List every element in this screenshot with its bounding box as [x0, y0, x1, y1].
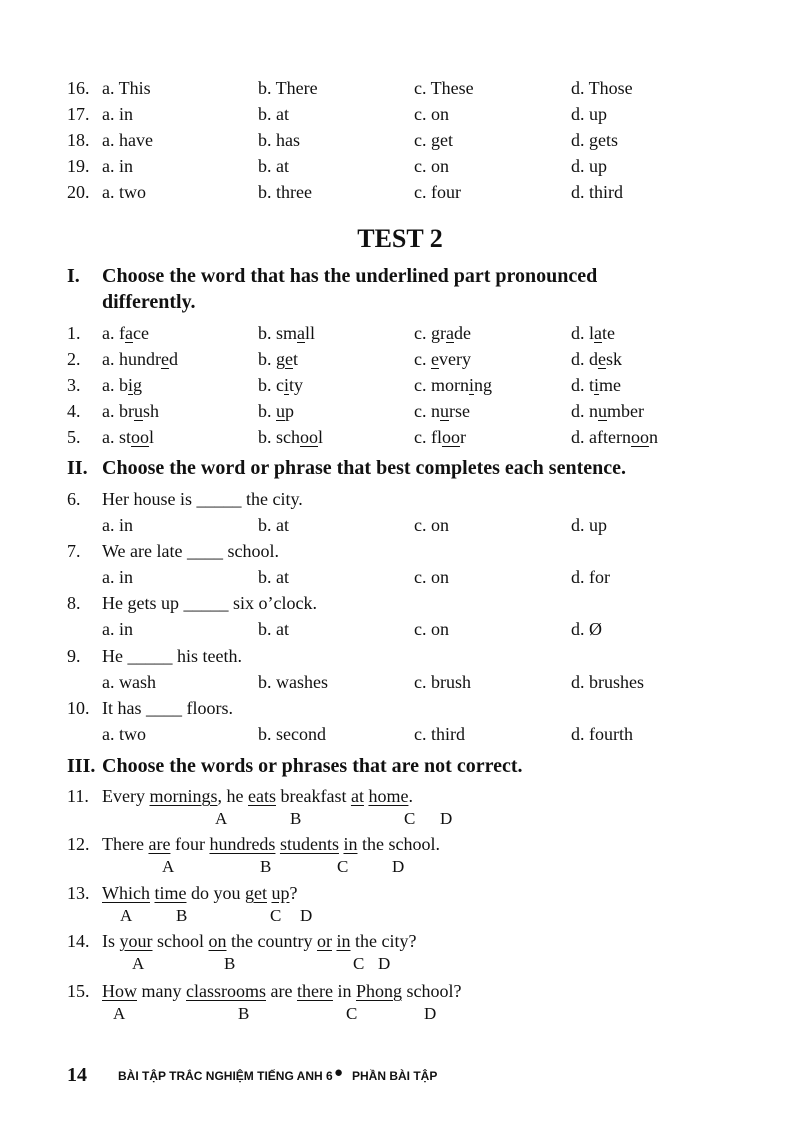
- option-suffix: ng: [474, 375, 492, 395]
- sentence-text: four: [170, 834, 210, 854]
- question-row: [0, 424, 800, 450]
- option-a: a. wash: [102, 672, 156, 692]
- sentence-text: many: [137, 981, 186, 1001]
- underlined-phrase: Which: [102, 883, 150, 903]
- option-a: [102, 320, 149, 346]
- question-number: 4.: [67, 401, 81, 421]
- sentence-text: in: [332, 981, 356, 1001]
- section-title-line1: Choose the word that has the underlined part pronounced: [102, 265, 598, 287]
- question-row: [0, 783, 800, 809]
- option-c: c. on: [414, 156, 449, 176]
- sentence-text: There: [102, 834, 149, 854]
- underlined-phrase: Phong: [355, 981, 402, 1001]
- option-b: b. at: [258, 104, 289, 124]
- question-stem: [0, 695, 800, 721]
- option-suffix: t: [293, 349, 299, 369]
- sentence-text: Every: [102, 786, 150, 806]
- option-b: [258, 320, 315, 346]
- option-suffix: p: [285, 401, 294, 421]
- section-title-line2: differently.: [102, 291, 196, 313]
- options-row: [0, 616, 800, 642]
- option-a: [102, 346, 178, 372]
- answer-letter-d: D: [300, 906, 313, 925]
- option-prefix: d. d: [571, 349, 598, 369]
- underlined-phrase: in: [343, 834, 358, 854]
- book-title: BÀI TẬP TRẮC NGHIỆM TIẾNG ANH 6: [118, 1069, 333, 1083]
- option-b: b. washes: [258, 672, 328, 692]
- option-b: [258, 424, 323, 450]
- question-row: [0, 75, 800, 101]
- sentence-text: the country: [226, 931, 317, 951]
- option-b: [258, 372, 303, 398]
- answer-letter-c: C: [346, 1004, 358, 1023]
- option-d: d. Ø: [571, 619, 602, 639]
- underlined-phrase: classrooms: [186, 981, 266, 1001]
- option-d: d. Those: [571, 78, 633, 98]
- option-suffix: d: [168, 349, 178, 369]
- option-c: c. on: [414, 104, 449, 124]
- option-suffix: r: [459, 427, 466, 447]
- underlined-part: oo: [300, 427, 318, 447]
- option-suffix: mber: [607, 401, 644, 421]
- answer-letter-d: D: [392, 857, 405, 876]
- question-number: 1.: [67, 323, 81, 343]
- underlined-part: a: [124, 323, 133, 343]
- option-prefix: d. t: [571, 375, 595, 395]
- option-suffix: te: [602, 323, 616, 343]
- question-stem: [0, 486, 800, 512]
- question-text: [102, 928, 416, 954]
- underlined-part: a: [297, 323, 306, 343]
- answer-letter-b: B: [290, 809, 302, 828]
- option-suffix: very: [439, 349, 471, 369]
- option-d: d. up: [571, 515, 607, 535]
- option-a: a. have: [102, 130, 153, 150]
- sentence-text: ?: [289, 883, 298, 903]
- underlined-part: oo: [131, 427, 149, 447]
- option-prefix: c. morn: [414, 375, 469, 395]
- underlined-phrase: eats: [248, 786, 276, 806]
- option-d: d. for: [571, 567, 610, 587]
- option-b: b. at: [258, 515, 289, 535]
- sentence-text: , he: [217, 786, 248, 806]
- option-suffix: me: [599, 375, 622, 395]
- answer-letters: [0, 1003, 800, 1025]
- option-c: c. on: [414, 515, 449, 535]
- option-prefix: d. n: [571, 401, 598, 421]
- option-suffix: g: [133, 375, 143, 395]
- page-footer: [0, 1064, 800, 1090]
- question-stem: [0, 590, 800, 616]
- option-c: c. get: [414, 130, 453, 150]
- option-b: b. at: [258, 619, 289, 639]
- option-prefix: d. l: [571, 323, 595, 343]
- option-a: [102, 372, 142, 398]
- underlined-part: a: [445, 323, 454, 343]
- option-c: c. on: [414, 567, 449, 587]
- option-suffix: sk: [606, 349, 623, 369]
- sentence-text: .: [408, 786, 413, 806]
- section-title: Choose the words or phrases that are not correct.: [102, 755, 523, 777]
- option-d: [571, 398, 644, 424]
- question-row: [0, 978, 800, 1004]
- option-c: c. on: [414, 619, 449, 639]
- option-prefix: c. n: [414, 401, 440, 421]
- option-d: [571, 372, 621, 398]
- question-number: 9.: [67, 646, 81, 666]
- sentence-text: the city?: [350, 931, 417, 951]
- answer-letters: [0, 808, 800, 830]
- answer-letters: [0, 856, 800, 878]
- underlined-phrase: home: [368, 786, 409, 806]
- answer-letters: [0, 953, 800, 975]
- option-suffix: l: [318, 427, 324, 447]
- question-stem: [0, 538, 800, 564]
- underlined-part: oo: [441, 427, 460, 447]
- option-c: [414, 320, 471, 346]
- option-b: b. second: [258, 724, 326, 744]
- option-prefix: a. hundr: [102, 349, 161, 369]
- option-d: d. up: [571, 156, 607, 176]
- option-prefix: a. b: [102, 375, 128, 395]
- answer-letter-d: D: [424, 1004, 437, 1023]
- underlined-part: i: [594, 375, 600, 395]
- question-number: 17.: [67, 104, 90, 124]
- option-b: b. has: [258, 130, 300, 150]
- answer-letter-a: A: [132, 954, 145, 973]
- answer-letter-a: A: [162, 857, 175, 876]
- answer-letter-a: A: [120, 906, 133, 925]
- question-number: 3.: [67, 375, 81, 395]
- question-row: [0, 320, 800, 346]
- question-row: [0, 831, 800, 857]
- option-prefix: c.: [414, 349, 431, 369]
- option-prefix: b. sm: [258, 323, 298, 343]
- option-suffix: rse: [449, 401, 470, 421]
- sentence-text: the school.: [357, 834, 440, 854]
- sentence-text: school?: [402, 981, 462, 1001]
- question-text: We are late ____ school.: [102, 541, 279, 561]
- option-prefix: b. g: [258, 349, 285, 369]
- underlined-phrase: get: [244, 883, 267, 903]
- answer-letter-d: D: [378, 954, 391, 973]
- underlined-part: e: [285, 349, 293, 369]
- question-number: 10.: [67, 698, 90, 718]
- option-d: [571, 346, 622, 372]
- underlined-phrase: students: [279, 834, 339, 854]
- option-a: a. in: [102, 619, 133, 639]
- option-b: [258, 346, 298, 372]
- page-number: 14: [67, 1064, 87, 1086]
- option-c: c. These: [414, 78, 474, 98]
- answer-letter-c: C: [270, 906, 282, 925]
- underlined-part: a: [594, 323, 603, 343]
- question-number: 12.: [67, 834, 90, 854]
- sentence-text: school: [152, 931, 209, 951]
- question-text: [102, 978, 461, 1004]
- option-c: c. four: [414, 182, 461, 202]
- option-a: a. two: [102, 182, 146, 202]
- answer-letter-b: B: [224, 954, 236, 973]
- question-number: 2.: [67, 349, 81, 369]
- option-a: a. in: [102, 515, 133, 535]
- section-title: Choose the word or phrase that best completes each sentence.: [102, 457, 627, 479]
- underlined-part: i: [468, 375, 474, 395]
- option-prefix: c. gr: [414, 323, 446, 343]
- underlined-phrase: there: [296, 981, 333, 1001]
- option-c: [414, 372, 492, 398]
- answer-letter-a: A: [215, 809, 228, 828]
- option-d: d. brushes: [571, 672, 644, 692]
- option-prefix: c. fl: [414, 427, 442, 447]
- question-number: 6.: [67, 489, 81, 509]
- answer-letter-b: B: [176, 906, 188, 925]
- option-d: d. up: [571, 104, 607, 124]
- option-c: c. third: [414, 724, 465, 744]
- option-suffix: sh: [142, 401, 159, 421]
- underlined-part: e: [160, 349, 169, 369]
- question-row: [0, 880, 800, 906]
- option-b: b. three: [258, 182, 312, 202]
- underlined-part: oo: [630, 427, 649, 447]
- section-name: PHẦN BÀI TẬP: [352, 1069, 438, 1083]
- question-row: [0, 101, 800, 127]
- question-number: 14.: [67, 931, 90, 951]
- answer-letters: [0, 905, 800, 927]
- underlined-part: u: [440, 401, 449, 421]
- underlined-phrase: your: [119, 931, 153, 951]
- question-text: He gets up _____ six o’clock.: [102, 593, 317, 613]
- option-suffix: l: [149, 427, 155, 447]
- underlined-phrase: up: [271, 883, 290, 903]
- question-number: 16.: [67, 78, 90, 98]
- underlined-part: i: [284, 375, 290, 395]
- question-text: [102, 783, 413, 809]
- options-row: [0, 669, 800, 695]
- answer-letter-c: C: [353, 954, 365, 973]
- option-suffix: n: [648, 427, 658, 447]
- options-row: [0, 512, 800, 538]
- question-row: [0, 127, 800, 153]
- test-title: TEST 2: [357, 224, 443, 253]
- option-a: a. two: [102, 724, 146, 744]
- option-d: [571, 424, 658, 450]
- question-text: Her house is _____ the city.: [102, 489, 303, 509]
- option-c: [414, 346, 471, 372]
- underlined-part: u: [276, 401, 285, 421]
- question-number: 15.: [67, 981, 90, 1001]
- underlined-part: u: [133, 401, 143, 421]
- underlined-phrase: or: [316, 931, 332, 951]
- underlined-part: u: [598, 401, 607, 421]
- question-number: 7.: [67, 541, 81, 561]
- option-suffix: ce: [132, 323, 149, 343]
- option-d: [571, 320, 615, 346]
- option-b: b. at: [258, 156, 289, 176]
- answer-letter-b: B: [238, 1004, 250, 1023]
- question-text: He _____ his teeth.: [102, 646, 242, 666]
- section-number: II.: [67, 457, 88, 479]
- option-prefix: d. aftern: [571, 427, 631, 447]
- underlined-phrase: How: [102, 981, 137, 1001]
- question-number: 13.: [67, 883, 90, 903]
- option-d: d. gets: [571, 130, 618, 150]
- question-stem: [0, 643, 800, 669]
- question-row: [0, 372, 800, 398]
- option-prefix: a. br: [102, 401, 134, 421]
- option-a: a. in: [102, 156, 133, 176]
- underlined-phrase: in: [336, 931, 351, 951]
- sentence-text: are: [266, 981, 297, 1001]
- option-d: d. fourth: [571, 724, 633, 744]
- option-suffix: de: [453, 323, 471, 343]
- question-text: [102, 831, 440, 857]
- question-row: [0, 153, 800, 179]
- underlined-part: e: [431, 349, 439, 369]
- answer-letter-d: D: [440, 809, 453, 828]
- option-a: [102, 398, 159, 424]
- answer-letter-b: B: [260, 857, 272, 876]
- question-number: 8.: [67, 593, 81, 613]
- question-number: 20.: [67, 182, 90, 202]
- underlined-part: e: [598, 349, 606, 369]
- option-d: d. third: [571, 182, 623, 202]
- question-row: [0, 928, 800, 954]
- question-row: [0, 398, 800, 424]
- option-suffix: ll: [305, 323, 316, 343]
- option-prefix: b.: [258, 401, 276, 421]
- answer-letter-a: A: [113, 1004, 126, 1023]
- option-b: b. There: [258, 78, 318, 98]
- question-number: 11.: [67, 786, 89, 806]
- underlined-phrase: mornings: [149, 786, 218, 806]
- question-text: It has ____ floors.: [102, 698, 233, 718]
- question-number: 18.: [67, 130, 90, 150]
- option-a: a. in: [102, 104, 133, 124]
- section-number: I.: [67, 265, 80, 287]
- question-text: [102, 880, 297, 906]
- option-c: [414, 398, 470, 424]
- question-row: [0, 346, 800, 372]
- bullet-icon: ●: [334, 1065, 344, 1081]
- option-c: c. brush: [414, 672, 471, 692]
- option-a: [102, 424, 154, 450]
- option-prefix: b. c: [258, 375, 284, 395]
- sentence-text: Is: [102, 931, 120, 951]
- question-number: 5.: [67, 427, 81, 447]
- option-prefix: a. f: [102, 323, 125, 343]
- sentence-text: do you: [186, 883, 245, 903]
- options-row: [0, 721, 800, 747]
- question-number: 19.: [67, 156, 90, 176]
- option-b: b. at: [258, 567, 289, 587]
- option-c: [414, 424, 466, 450]
- option-a: a. This: [102, 78, 151, 98]
- answer-letter-c: C: [404, 809, 416, 828]
- option-prefix: b. sch: [258, 427, 300, 447]
- option-a: a. in: [102, 567, 133, 587]
- sentence-text: breakfast: [275, 786, 351, 806]
- underlined-phrase: on: [208, 931, 227, 951]
- options-row: [0, 564, 800, 590]
- option-prefix: a. st: [102, 427, 131, 447]
- underlined-phrase: hundreds: [209, 834, 276, 854]
- section-number: III.: [67, 755, 96, 777]
- option-b: [258, 398, 294, 424]
- option-suffix: ty: [289, 375, 304, 395]
- underlined-phrase: are: [148, 834, 171, 854]
- underlined-phrase: at: [350, 786, 364, 806]
- underlined-part: i: [128, 375, 134, 395]
- underlined-phrase: time: [154, 883, 187, 903]
- answer-letter-c: C: [337, 857, 349, 876]
- question-row: [0, 179, 800, 205]
